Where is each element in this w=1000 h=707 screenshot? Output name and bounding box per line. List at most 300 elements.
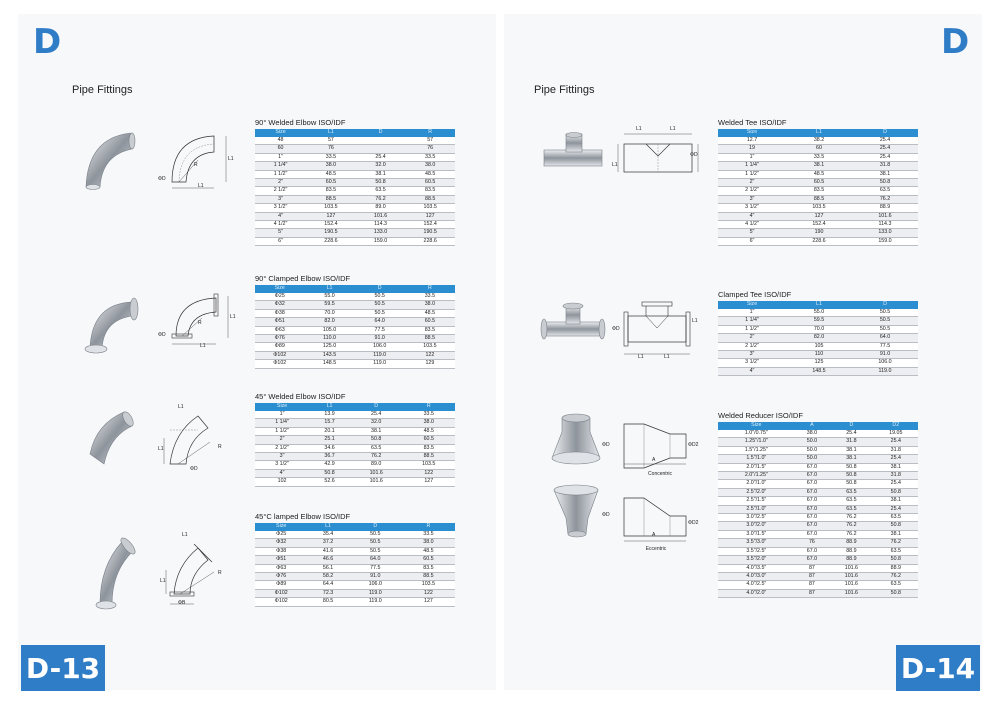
table-cell: 60 bbox=[255, 145, 306, 153]
table-cell: 76.2 bbox=[829, 522, 873, 530]
table-cell: 103.5 bbox=[402, 581, 455, 589]
table-cell: 83.5 bbox=[402, 444, 455, 452]
table-cell: 1 1/2" bbox=[718, 325, 786, 333]
table-cell: 2.0"/1.5" bbox=[718, 463, 795, 471]
table-title-clamped-tee: Clamped Tee ISO/IDF bbox=[718, 290, 792, 299]
table-cell: 50.5 bbox=[355, 301, 405, 309]
table-cell: 19.05 bbox=[874, 430, 918, 438]
table-cell: 64.4 bbox=[307, 581, 348, 589]
table-cell: 1 1/2" bbox=[718, 170, 786, 178]
table-cell: 50.0 bbox=[795, 455, 830, 463]
table-cell: 35.4 bbox=[307, 531, 348, 539]
table-cell: 63.5 bbox=[829, 488, 873, 496]
table-row bbox=[718, 463, 918, 471]
table-cell: 67.0 bbox=[795, 556, 830, 564]
column-header: L1 bbox=[304, 285, 354, 293]
table-row bbox=[255, 573, 455, 581]
table-cell: 1" bbox=[255, 153, 306, 161]
table-row bbox=[718, 556, 918, 564]
table-row bbox=[255, 360, 455, 368]
table-cell: 127 bbox=[402, 598, 455, 606]
table-row bbox=[718, 237, 918, 245]
table-cell: 105 bbox=[786, 342, 852, 350]
table-row bbox=[255, 589, 455, 597]
section-letter-left: D bbox=[33, 22, 62, 62]
table-cell: 25.1 bbox=[309, 436, 350, 444]
table-row bbox=[718, 187, 918, 195]
table-row bbox=[255, 581, 455, 589]
table-header-row bbox=[718, 422, 918, 430]
table-cell: 228.6 bbox=[786, 237, 852, 245]
label-a: A bbox=[652, 532, 656, 538]
table-cell: 87 bbox=[795, 564, 830, 572]
table-cell: 46.6 bbox=[307, 556, 348, 564]
table-row bbox=[718, 325, 918, 333]
table-row bbox=[718, 212, 918, 220]
table-title-welded-tee: Welded Tee ISO/IDF bbox=[718, 118, 787, 127]
label-phi-d: ΦD bbox=[602, 442, 610, 448]
table-cell: 88.5 bbox=[405, 195, 455, 203]
table-cell: 83.5 bbox=[402, 564, 455, 572]
table-cell: 6" bbox=[255, 237, 306, 245]
table-cell: 67.0 bbox=[795, 497, 830, 505]
table-cell: Φ89 bbox=[255, 343, 304, 351]
table-cell: 38.0 bbox=[405, 301, 455, 309]
table-row bbox=[718, 564, 918, 572]
table-cell: 2.5"/1.5" bbox=[718, 497, 795, 505]
table-cell: 50.5 bbox=[355, 293, 405, 301]
table-row bbox=[255, 343, 455, 351]
table-cell: 76 bbox=[405, 145, 455, 153]
table-header-row bbox=[255, 403, 455, 411]
table-row bbox=[255, 436, 455, 444]
table-cell: 1.25"/1.0" bbox=[718, 438, 795, 446]
table-cell: 1.0"/0.75" bbox=[718, 430, 795, 438]
table-cell: Φ32 bbox=[255, 301, 304, 309]
drawing-welded-tee bbox=[612, 126, 702, 190]
label-phi-d: ΦD bbox=[602, 512, 610, 518]
table-cell: Φ38 bbox=[255, 309, 304, 317]
column-header: A bbox=[795, 422, 830, 430]
section-letter-right: D bbox=[941, 22, 970, 62]
table-cell: 1 1/4" bbox=[255, 419, 309, 427]
table-cell: 25.4 bbox=[874, 438, 918, 446]
column-header: Size bbox=[255, 285, 304, 293]
table-cell: 88.5 bbox=[402, 453, 455, 461]
table-cell: 50.8 bbox=[356, 179, 406, 187]
table-cell: Φ89 bbox=[255, 581, 307, 589]
table-cell: 38.1 bbox=[356, 170, 406, 178]
table-cell: 6" bbox=[718, 237, 786, 245]
table-cell: 3.0"/1.5" bbox=[718, 530, 795, 538]
table-cell: 50.5 bbox=[852, 309, 918, 317]
table-cell: 59.5 bbox=[786, 317, 852, 325]
table-header-row bbox=[255, 129, 455, 137]
table-row bbox=[255, 598, 455, 606]
table-cell: 2 1/2" bbox=[255, 444, 309, 452]
table-cell: 64.0 bbox=[852, 334, 918, 342]
table-cell: 57 bbox=[405, 137, 455, 145]
table-cell: 101.6 bbox=[350, 478, 403, 486]
photo-clamped-elbow-45 bbox=[82, 532, 144, 612]
table-cell: 60.5 bbox=[402, 556, 455, 564]
table-clamped-elbow-90 bbox=[255, 285, 455, 369]
table-row bbox=[718, 530, 918, 538]
table-cell: 119.0 bbox=[349, 589, 402, 597]
table-title-clamped-elbow-90: 90° Clamped Elbow ISO/IDF bbox=[255, 274, 351, 283]
column-header: R bbox=[405, 129, 455, 137]
table-cell: 38.1 bbox=[786, 162, 852, 170]
table-cell: 101.6 bbox=[829, 581, 873, 589]
table-cell: 152.4 bbox=[306, 221, 356, 229]
table-cell: 67.0 bbox=[795, 514, 830, 522]
table-cell: 1 1/4" bbox=[718, 162, 786, 170]
table-cell: 63.5 bbox=[852, 187, 918, 195]
table-cell: 2 1/2" bbox=[718, 187, 786, 195]
table-cell: 67.0 bbox=[795, 488, 830, 496]
table-row bbox=[718, 145, 918, 153]
table-cell: 36.7 bbox=[309, 453, 350, 461]
table-cell: 80.5 bbox=[307, 598, 348, 606]
column-header: L1 bbox=[309, 403, 350, 411]
table-cell: 34.6 bbox=[309, 444, 350, 452]
column-header: D bbox=[349, 523, 402, 531]
caption-concentric: Concentric bbox=[648, 471, 672, 477]
table-row bbox=[255, 469, 455, 477]
table-row bbox=[255, 162, 455, 170]
table-cell: 3" bbox=[255, 195, 306, 203]
table-cell: 82.0 bbox=[304, 318, 354, 326]
table-cell: 3 1/2" bbox=[255, 204, 306, 212]
table-row bbox=[255, 427, 455, 435]
table-cell: 77.5 bbox=[349, 564, 402, 572]
table-cell: 114.3 bbox=[852, 221, 918, 229]
photo-concentric-reducer bbox=[548, 410, 604, 474]
table-cell: 50.8 bbox=[350, 436, 403, 444]
table-cell: 25.4 bbox=[874, 505, 918, 513]
table-cell: 56.1 bbox=[307, 564, 348, 572]
table-cell: 25.4 bbox=[852, 145, 918, 153]
table-cell: 2" bbox=[718, 179, 786, 187]
table-cell: 38.1 bbox=[874, 497, 918, 505]
table-row bbox=[718, 438, 918, 446]
table-cell: 110 bbox=[786, 351, 852, 359]
table-row bbox=[718, 153, 918, 161]
table-cell: 67.0 bbox=[795, 505, 830, 513]
table-cell: 5" bbox=[718, 229, 786, 237]
photo-welded-elbow-45 bbox=[82, 404, 148, 470]
table-row bbox=[255, 478, 455, 486]
label-l1: L1 bbox=[200, 343, 206, 349]
photo-welded-tee bbox=[540, 130, 606, 184]
table-row bbox=[255, 461, 455, 469]
table-row bbox=[718, 229, 918, 237]
column-header: D bbox=[350, 403, 403, 411]
table-cell: 3" bbox=[718, 195, 786, 203]
table-cell: 119.0 bbox=[852, 367, 918, 375]
table-cell: 1" bbox=[255, 411, 309, 419]
label-r: R bbox=[198, 320, 202, 326]
table-cell: 52.6 bbox=[309, 478, 350, 486]
table-cell: 15.7 bbox=[309, 419, 350, 427]
table-cell: 119.0 bbox=[355, 351, 405, 359]
table-cell: 103.5 bbox=[306, 204, 356, 212]
table-cell: 88.9 bbox=[829, 556, 873, 564]
table-cell: 76 bbox=[306, 145, 356, 153]
table-cell: 4.0"/3.5" bbox=[718, 564, 795, 572]
table-cell: 50.8 bbox=[852, 179, 918, 187]
table-cell: 83.5 bbox=[786, 187, 852, 195]
table-cell: 25.4 bbox=[356, 153, 406, 161]
table-title-welded-elbow-45: 45° Welded Elbow ISO/IDF bbox=[255, 392, 346, 401]
table-cell: 50.8 bbox=[829, 480, 873, 488]
table-cell: 57 bbox=[306, 137, 356, 145]
column-header: R bbox=[402, 403, 455, 411]
table-cell: 119.0 bbox=[355, 360, 405, 368]
label-l1-right: L1 bbox=[670, 126, 676, 132]
column-header: L1 bbox=[307, 523, 348, 531]
table-cell: 55.0 bbox=[304, 293, 354, 301]
table-cell: 190.5 bbox=[306, 229, 356, 237]
table-row bbox=[255, 237, 455, 245]
table-cell: 88.9 bbox=[852, 204, 918, 212]
table-cell: 2.5"/1.0" bbox=[718, 505, 795, 513]
table-cell: 133.0 bbox=[356, 229, 406, 237]
table-cell: 2.0"/1.0" bbox=[718, 480, 795, 488]
table-cell: 88.9 bbox=[829, 539, 873, 547]
column-header: Size bbox=[718, 422, 795, 430]
table-cell: 50.8 bbox=[829, 472, 873, 480]
label-phi-d: ΦD bbox=[190, 466, 198, 472]
table-cell: 48.5 bbox=[786, 170, 852, 178]
table-cell: 101.6 bbox=[852, 212, 918, 220]
table-cell: 25.4 bbox=[350, 411, 403, 419]
table-cell: 70.0 bbox=[304, 309, 354, 317]
table-cell: 1 1/4" bbox=[255, 162, 306, 170]
table-cell: 148.5 bbox=[304, 360, 354, 368]
table-cell: 190.5 bbox=[405, 229, 455, 237]
table-cell: 127 bbox=[306, 212, 356, 220]
table-cell: Φ25 bbox=[255, 293, 304, 301]
table-cell: 31.8 bbox=[874, 446, 918, 454]
table-cell: 33.5 bbox=[402, 411, 455, 419]
table-cell: 64.0 bbox=[349, 556, 402, 564]
table-cell: 89.0 bbox=[356, 204, 406, 212]
column-header: L1 bbox=[306, 129, 356, 137]
table-cell: 4" bbox=[718, 367, 786, 375]
table-row bbox=[718, 221, 918, 229]
table-cell: 67.0 bbox=[795, 530, 830, 538]
table-cell: 82.0 bbox=[786, 334, 852, 342]
table-cell: 60.5 bbox=[405, 179, 455, 187]
label-phi-d: ΦD bbox=[158, 332, 166, 338]
table-cell: Φ51 bbox=[255, 318, 304, 326]
table-cell: 1" bbox=[718, 153, 786, 161]
table-row bbox=[718, 367, 918, 375]
table-cell: 77.5 bbox=[355, 326, 405, 334]
table-cell: 33.5 bbox=[405, 153, 455, 161]
table-cell: 106.0 bbox=[355, 343, 405, 351]
table-row bbox=[255, 318, 455, 326]
label-l1-top: L1 bbox=[178, 404, 184, 410]
label-l1-vertical: L1 bbox=[228, 156, 234, 162]
table-cell: 106.0 bbox=[852, 359, 918, 367]
table-cell: 48.5 bbox=[306, 170, 356, 178]
drawing-concentric-reducer bbox=[600, 418, 700, 474]
table-header-row bbox=[718, 301, 918, 309]
table-row bbox=[255, 179, 455, 187]
table-row bbox=[255, 335, 455, 343]
label-r: R bbox=[218, 444, 222, 450]
photo-eccentric-reducer bbox=[548, 482, 604, 544]
table-cell: 2" bbox=[255, 436, 309, 444]
table-cell: 50.8 bbox=[874, 522, 918, 530]
table-cell: 63.5 bbox=[829, 497, 873, 505]
table-row bbox=[255, 309, 455, 317]
table-cell: 2.0"/1.25" bbox=[718, 472, 795, 480]
column-header: D bbox=[852, 301, 918, 309]
label-l1-vertical: L1 bbox=[160, 578, 166, 584]
column-header: Size bbox=[255, 129, 306, 137]
table-cell: 67.0 bbox=[795, 522, 830, 530]
table-row bbox=[718, 204, 918, 212]
column-header: L1 bbox=[786, 301, 852, 309]
table-row bbox=[718, 547, 918, 555]
table-row bbox=[718, 351, 918, 359]
table-row bbox=[718, 446, 918, 454]
table-cell: 88.9 bbox=[874, 564, 918, 572]
table-cell: 3 1/2" bbox=[255, 461, 309, 469]
table-cell: 63.5 bbox=[874, 514, 918, 522]
table-cell: 3.0"/2.0" bbox=[718, 522, 795, 530]
table-cell: 103.5 bbox=[786, 204, 852, 212]
table-cell: 67.0 bbox=[795, 463, 830, 471]
table-cell: 63.5 bbox=[350, 444, 403, 452]
table-cell: 38.0 bbox=[306, 162, 356, 170]
table-cell: 91.0 bbox=[355, 335, 405, 343]
table-cell: 38.0 bbox=[405, 162, 455, 170]
table-cell: 190 bbox=[786, 229, 852, 237]
table-row bbox=[718, 342, 918, 350]
table-cell: 88.9 bbox=[829, 547, 873, 555]
table-row bbox=[255, 301, 455, 309]
table-row bbox=[255, 137, 455, 145]
table-cell: 3 1/2" bbox=[718, 359, 786, 367]
table-cell: 4" bbox=[255, 469, 309, 477]
table-cell: 60 bbox=[786, 145, 852, 153]
table-row bbox=[718, 505, 918, 513]
table-row bbox=[718, 162, 918, 170]
table-cell: 63.5 bbox=[874, 547, 918, 555]
drawing-eccentric-reducer bbox=[600, 494, 700, 544]
table-row bbox=[718, 137, 918, 145]
table-cell: 67.0 bbox=[795, 472, 830, 480]
table-cell: 50.8 bbox=[874, 488, 918, 496]
table-cell: 32.0 bbox=[356, 162, 406, 170]
table-cell: Φ38 bbox=[255, 547, 307, 555]
table-row bbox=[718, 581, 918, 589]
table-cell: 87 bbox=[795, 572, 830, 580]
table-welded-tee bbox=[718, 129, 918, 246]
table-cell: 122 bbox=[402, 469, 455, 477]
table-cell: 64.0 bbox=[355, 318, 405, 326]
table-cell: 13.9 bbox=[309, 411, 350, 419]
table-row bbox=[718, 430, 918, 438]
table-cell: 152.4 bbox=[405, 221, 455, 229]
label-a: A bbox=[652, 457, 656, 463]
table-row bbox=[718, 455, 918, 463]
table-cell: 1" bbox=[718, 309, 786, 317]
column-header: D2 bbox=[874, 422, 918, 430]
table-cell: Φ102 bbox=[255, 598, 307, 606]
table-cell: 76.2 bbox=[829, 530, 873, 538]
table-cell: 1 1/2" bbox=[255, 427, 309, 435]
table-row bbox=[255, 195, 455, 203]
table-cell: 127 bbox=[786, 212, 852, 220]
table-cell: 4 1/2" bbox=[718, 221, 786, 229]
label-phi-d: ΦD bbox=[158, 176, 166, 182]
column-header: D bbox=[356, 129, 406, 137]
table-title-clamped-elbow-45: 45°C lamped Elbow ISO/IDF bbox=[255, 512, 351, 521]
table-cell: 70.0 bbox=[786, 325, 852, 333]
table-cell: 50.5 bbox=[852, 317, 918, 325]
table-title-welded-elbow-90: 90° Welded Elbow ISO/IDF bbox=[255, 118, 346, 127]
table-cell: 4.0"/3.0" bbox=[718, 572, 795, 580]
table-cell: 101.6 bbox=[829, 572, 873, 580]
table-cell: 114.3 bbox=[356, 221, 406, 229]
drawing-clamped-tee bbox=[612, 296, 702, 362]
column-header: D bbox=[852, 129, 918, 137]
table-cell: 83.5 bbox=[405, 326, 455, 334]
table-cell: 119.0 bbox=[349, 598, 402, 606]
table-row bbox=[718, 334, 918, 342]
table-cell: 83.5 bbox=[405, 187, 455, 195]
column-header: L1 bbox=[786, 129, 852, 137]
label-phi-d: ΦD bbox=[690, 152, 698, 158]
table-row bbox=[255, 453, 455, 461]
label-l1: L1 bbox=[198, 183, 204, 189]
table-cell: 25.4 bbox=[874, 480, 918, 488]
table-row bbox=[255, 204, 455, 212]
table-cell: 88.5 bbox=[402, 573, 455, 581]
table-cell: 106.0 bbox=[349, 581, 402, 589]
drawing-welded-elbow-90 bbox=[158, 124, 238, 192]
table-cell: 38.1 bbox=[829, 455, 873, 463]
table-cell: 58.2 bbox=[307, 573, 348, 581]
label-r: R bbox=[218, 570, 222, 576]
table-cell: 148.5 bbox=[786, 367, 852, 375]
table-cell: 3" bbox=[718, 351, 786, 359]
table-cell: 2 1/2" bbox=[718, 342, 786, 350]
table-cell: 103.5 bbox=[402, 461, 455, 469]
column-header: R bbox=[405, 285, 455, 293]
table-row bbox=[718, 195, 918, 203]
column-header: Size bbox=[255, 403, 309, 411]
table-row bbox=[718, 309, 918, 317]
table-welded-elbow-90 bbox=[255, 129, 455, 246]
table-cell: 2" bbox=[718, 334, 786, 342]
column-header: R bbox=[402, 523, 455, 531]
table-cell: 4.0"/2.5" bbox=[718, 581, 795, 589]
table-cell: 50.5 bbox=[349, 547, 402, 555]
table-cell: 31.8 bbox=[852, 162, 918, 170]
label-l1: L1 bbox=[636, 126, 642, 132]
table-row bbox=[718, 480, 918, 488]
table-cell: 25.4 bbox=[829, 430, 873, 438]
table-cell: 67.0 bbox=[795, 547, 830, 555]
table-cell: 25.4 bbox=[874, 455, 918, 463]
table-cell: 122 bbox=[405, 351, 455, 359]
